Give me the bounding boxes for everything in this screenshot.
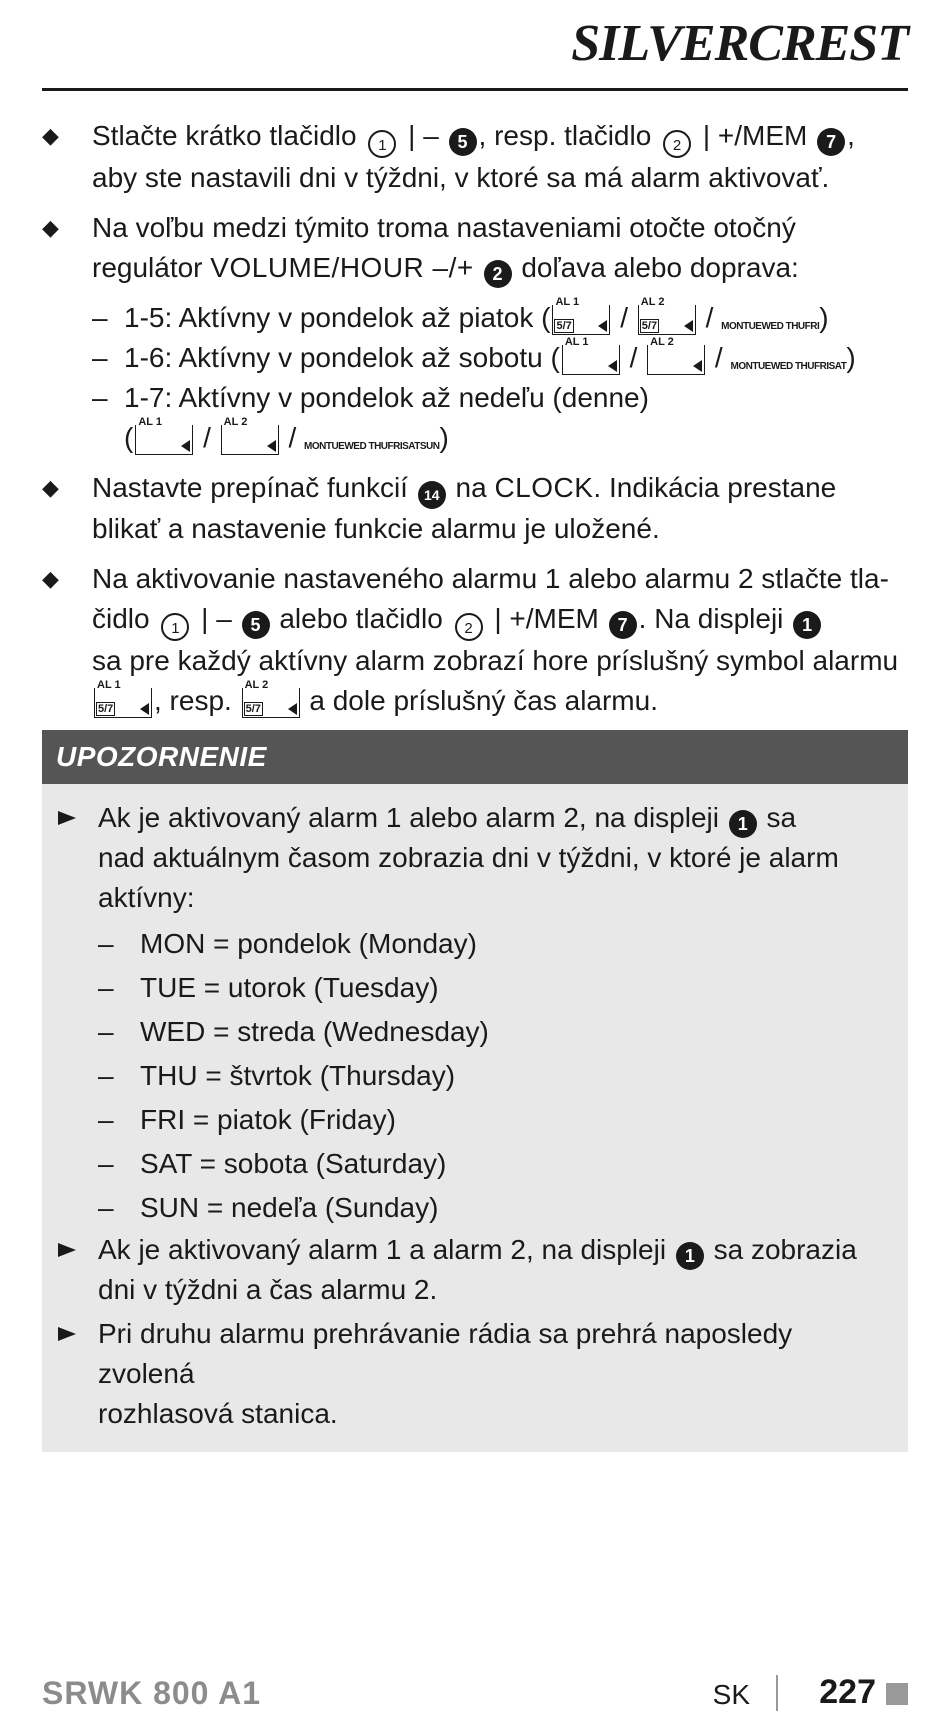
alarm2-symbol-icon: AL 2 — [647, 345, 705, 375]
bullet-set-days: ◆ Stlačte krátko tlačidlo 1 | – 5 , resp. tlačidlo 2 | +/MEM 7 , aby ste nastavili dni v týždni, v ktoré sa má alarm aktivovať. — [42, 116, 908, 198]
callout-5: 5 — [449, 128, 477, 156]
callout-5: 5 — [242, 611, 270, 639]
notice-item-3: Pri druhu alarmu prehrávanie rádia sa prehrá naposledy zvolená rozhlasová stanica. — [56, 1314, 888, 1434]
weekdays-symbol: MONTUEWED THUFRISATSUN — [304, 441, 440, 452]
page-marker-square — [886, 1683, 908, 1705]
option-1-5: – 1-5: Aktívny v pondelok až piatok ( $\frac{AL 1}{5/7}$ / $\frac{AL 2}{5/7}$ / MONTUEWED THUFRI) — [92, 296, 829, 333]
alarm1-symbol-icon: AL 1 — [135, 425, 193, 455]
diamond-bullet-icon: ◆ — [42, 475, 59, 500]
day-item: – THU = štvrtok (Thursday) — [98, 1060, 456, 1091]
day-item: – WED = streda (Wednesday) — [98, 1016, 489, 1047]
callout-2: 2 — [484, 260, 512, 288]
alarm2-symbol-icon: $\frac{AL 2}{5/7}$ — [242, 688, 300, 718]
alarm1-symbol-icon: $\frac{AL 1}{5/7}$ — [94, 688, 152, 718]
callout-1: 1 — [729, 810, 757, 838]
day-item: – FRI = piatok (Friday) — [98, 1104, 396, 1135]
callout-7: 7 — [609, 611, 637, 639]
weekdays-symbol: MONTUEWED THUFRISAT — [730, 361, 847, 372]
notice-item-1: Ak je aktivovaný alarm 1 alebo alarm 2, na displeji 1 sa nad aktuálnym časom zobrazia dni v týždni, v ktoré je alarm aktívny: — [56, 798, 888, 918]
alarm-clock-2-icon: 2 — [663, 130, 691, 158]
day-item: – TUE = utorok (Tuesday) — [98, 972, 439, 1003]
alarm-clock-2-icon: 2 — [455, 613, 483, 641]
alarm1-symbol-icon: $\frac{AL 1}{5/7}$ — [552, 305, 610, 335]
page-footer — [42, 1665, 908, 1725]
callout-1: 1 — [676, 1242, 704, 1270]
alarm1-symbol-icon: AL 1 — [562, 345, 620, 375]
triangle-bullet-icon — [58, 1243, 76, 1257]
callout-1: 1 — [793, 611, 821, 639]
alarm2-symbol-icon: $\frac{AL 2}{5/7}$ — [638, 305, 696, 335]
triangle-bullet-icon — [58, 811, 76, 825]
instructions — [42, 116, 908, 731]
language-code: SK — [712, 1679, 750, 1710]
model-number: SRWK 800 A1 — [42, 1675, 262, 1711]
alarm-clock-1-icon: 1 — [161, 613, 189, 641]
page-number: 227 — [819, 1673, 876, 1711]
day-item: – SAT = sobota (Saturday) — [98, 1148, 447, 1179]
alarm-clock-1-icon: 1 — [368, 130, 396, 158]
notice-title: UPOZORNENIE — [42, 730, 908, 784]
bullet-set-clock: ◆ Nastavte prepínač funkcií 14 na CLOCK. Indikácia prestane blikať a nastavenie funkcie alarmu je uložené. — [42, 468, 908, 549]
callout-14: 14 — [418, 481, 446, 509]
notice-box — [42, 730, 908, 1452]
notice-item-2: Ak je aktivovaný alarm 1 a alarm 2, na displeji 1 sa zobrazia dni v týždni a čas alarmu 2. — [56, 1230, 888, 1310]
diamond-bullet-icon: ◆ — [42, 215, 59, 240]
weekdays-symbol: MONTUEWED THUFRI — [721, 321, 820, 332]
day-item: – MON = pondelok (Monday) — [98, 928, 477, 959]
alarm2-symbol-icon: AL 2 — [221, 425, 279, 455]
brand-logo: SILVERCREST — [571, 15, 908, 72]
bullet-activate-alarm: ◆ Na aktivovanie nastaveného alarmu 1 alebo alarmu 2 stlačte tla- čidlo 1 | – 5 alebo tlačidlo 2 | +/MEM 7 . Na displeji 1 sa pre každý aktívny alarm zobrazí hore príslušný symbol alarmu $\frac{AL 1}{5/7}$ , resp. $\frac{AL 2}{5/7}$ a dole príslušný čas alarmu. — [42, 559, 908, 721]
triangle-bullet-icon — [58, 1327, 76, 1341]
option-1-6: – 1-6: Aktívny v pondelok až sobotu ( AL 1 / AL 2 / MONTUEWED THUFRISAT) — [92, 336, 856, 373]
day-item: – SUN = nedeľa (Sunday) — [98, 1192, 439, 1223]
diamond-bullet-icon: ◆ — [42, 123, 59, 148]
diamond-bullet-icon: ◆ — [42, 566, 59, 591]
footer-divider — [776, 1675, 778, 1711]
option-1-7: – 1-7: Aktívny v pondelok až nedeľu (denne) ( AL 1 / AL 2 / MONTUEWED THUFRISATSUN) — [92, 382, 649, 453]
bullet-choose-setting: ◆ Na voľbu medzi týmito troma nastaveniami otočte otočný regulátor VOLUME/HOUR –/+ 2 doľava alebo doprava: — [42, 208, 908, 288]
callout-7: 7 — [817, 128, 845, 156]
header-rule — [42, 88, 908, 91]
